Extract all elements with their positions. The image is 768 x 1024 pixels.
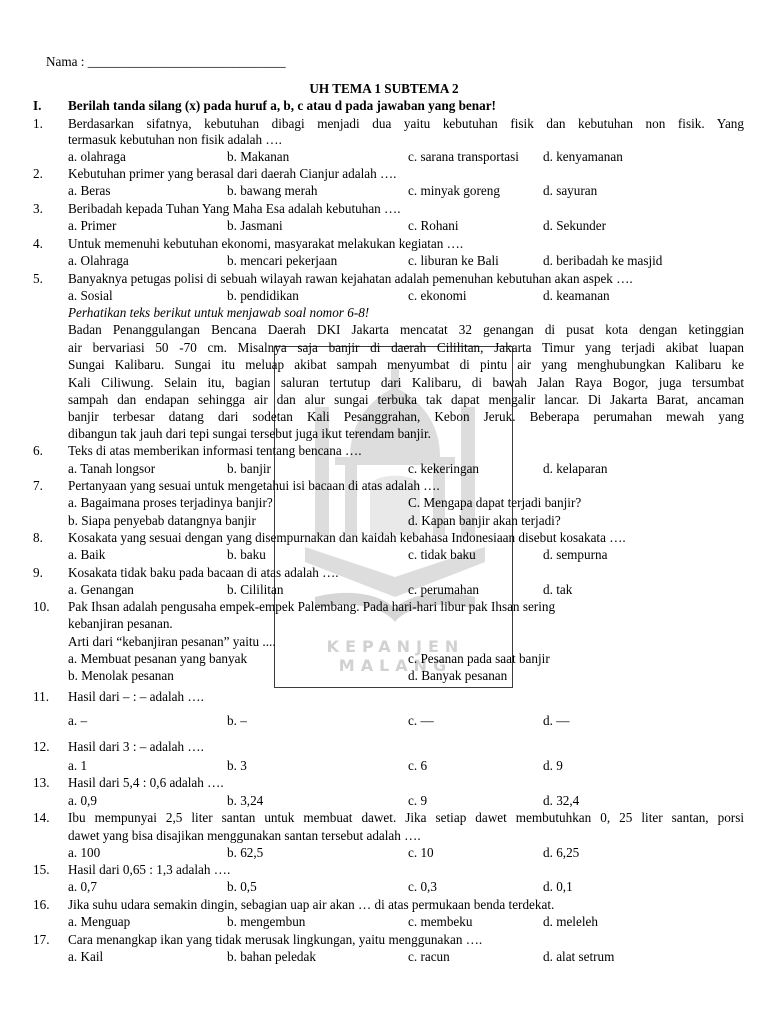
option-d[interactable]: d. 6,25 [543, 845, 580, 860]
option-c[interactable]: c. — [408, 713, 434, 728]
question-text: Kebutuhan primer yang berasal dari daerah Cianjur adalah …. [68, 166, 397, 181]
question-number: 5. [33, 271, 43, 286]
passage-line: air bervariasi 50 -70 cm. Misalnya saja banjir di daerah Cililitan, Jakarta Timur yang terjadi akibat luapan [68, 340, 744, 355]
option-a[interactable]: a. Menguap [68, 914, 131, 929]
option-a[interactable]: a. Genangan [68, 582, 134, 597]
option-b[interactable]: b. – [227, 713, 247, 728]
question-text: Banyaknya petugas polisi di sebuah wilayah rawan kejahatan adalah pemenuhan kebutuhan akan aspek …. [68, 271, 633, 286]
option-c[interactable]: c. tidak baku [408, 547, 476, 562]
question-text-continued: Arti dari “kebanjiran pesanan” yaitu .... [68, 634, 276, 649]
watermark-text: KEPANJEN MALANG [326, 637, 465, 675]
option-b[interactable]: b. Siapa penyebab datangnya banjir [68, 513, 256, 528]
question-text-continued: dawet yang bisa disajikan menggunakan santan tersebut adalah …. [68, 828, 421, 843]
option-c[interactable]: c. 6 [408, 758, 428, 773]
option-a[interactable]: a. Tanah longsor [68, 461, 156, 476]
passage-line: Badan Penanggulangan Bencana Daerah DKI Jakarta mencatat 32 genangan di pusat kota dengan ketinggian [68, 322, 744, 337]
option-c[interactable]: c. 10 [408, 845, 434, 860]
question-text: Hasil dari 5,4 : 0,6 adalah …. [68, 775, 224, 790]
option-c[interactable]: c. 9 [408, 793, 428, 808]
option-a[interactable]: a. 1 [68, 758, 88, 773]
option-b[interactable]: b. Cililitan [227, 582, 284, 597]
passage-line: banjir terbesar datang dari sodetan Kali Pesanggrahan, Kebon Jeruk. Beberapa perumahan mewah yang [68, 409, 744, 424]
question-number: 16. [33, 897, 50, 912]
name-field [46, 54, 286, 70]
question-number: 14. [33, 810, 50, 825]
question-text: Kosakata yang sesuai dengan yang disempurnakan dan kaidah kebahasa Indonesiaan disebut kosakata …. [68, 530, 626, 545]
option-d[interactable]: d. 32,4 [543, 793, 580, 808]
option-a[interactable]: a. 0,9 [68, 793, 97, 808]
option-b[interactable]: b. 62,5 [227, 845, 264, 860]
option-d[interactable]: d. alat setrum [543, 949, 615, 964]
question-text: Hasil dari 3 : – adalah …. [68, 739, 204, 754]
option-a[interactable]: a. Kail [68, 949, 104, 964]
question-text: Cara menangkap ikan yang tidak merusak lingkungan, yaitu menggunakan …. [68, 932, 483, 947]
option-d[interactable]: d. Kapan banjir akan terjadi? [408, 513, 561, 528]
option-b[interactable]: b. pendidikan [227, 288, 299, 303]
option-c[interactable]: c. sarana transportasi [408, 149, 519, 164]
question-text: Untuk memenuhi kebutuhan ekonomi, masyarakat melakukan kegiatan …. [68, 236, 464, 251]
option-c[interactable]: c. Rohani [408, 218, 459, 233]
question-number: 11. [33, 689, 49, 704]
question-text: Hasil dari 0,65 : 1,3 adalah …. [68, 862, 231, 877]
option-a[interactable]: a. 100 [68, 845, 101, 860]
passage-instruction: Perhatikan teks berikut untuk menjawab soal nomor 6-8! [68, 305, 370, 320]
option-a[interactable]: a. Sosial [68, 288, 113, 303]
option-d[interactable]: d. beribadah ke masjid [543, 253, 663, 268]
question-number: 13. [33, 775, 50, 790]
section-number: I. [33, 98, 42, 113]
question-text-continued: termasuk kebutuhan non fisik adalah …. [68, 132, 282, 147]
question-number: 2. [33, 166, 43, 181]
option-c[interactable]: c. Pesanan pada saat banjir [408, 651, 550, 666]
option-d[interactable]: d. tak [543, 582, 573, 597]
option-b[interactable]: b. baku [227, 547, 266, 562]
option-b[interactable]: b. Makanan [227, 149, 290, 164]
option-b[interactable]: b. mengembun [227, 914, 306, 929]
question-text: Berdasarkan sifatnya, kebutuhan dibagi menjadi dua yaitu kebutuhan fisik dan kebutuhan non fisik. Yang [68, 116, 744, 131]
question-number: 4. [33, 236, 43, 251]
question-text: Ibu mempunyai 2,5 liter santan untuk membuat dawet. Jika setiap dawet membutuhkan 0, 25 liter santan, porsi [68, 810, 744, 825]
section-instruction: Berilah tanda silang (x) pada huruf a, b, c atau d pada jawaban yang benar! [68, 98, 496, 113]
option-b[interactable]: b. Jasmani [227, 218, 283, 233]
question-text: Pak Ihsan adalah pengusaha empek-empek Palembang. Pada hari-hari libur pak Ihsan sering [68, 599, 556, 614]
question-number: 8. [33, 530, 43, 545]
option-c[interactable]: c. minyak goreng [408, 183, 500, 198]
question-number: 7. [33, 478, 43, 493]
option-c[interactable]: C. Mengapa dapat terjadi banjir? [408, 495, 582, 510]
option-d[interactable]: d. keamanan [543, 288, 610, 303]
option-a[interactable]: a. Olahraga [68, 253, 129, 268]
option-d[interactable]: d. sayuran [543, 183, 598, 198]
option-b[interactable]: b. bawang merah [227, 183, 318, 198]
option-a[interactable]: a. olahraga [68, 149, 126, 164]
option-c[interactable]: c. kekeringan [408, 461, 480, 476]
option-a[interactable]: a. Primer [68, 218, 117, 233]
option-d[interactable]: d. kenyamanan [543, 149, 623, 164]
question-number: 9. [33, 565, 43, 580]
question-text: Pertanyaan yang sesuai untuk mengetahui isi bacaan di atas adalah …. [68, 478, 440, 493]
option-d[interactable]: d. — [543, 713, 570, 728]
question-number: 1. [33, 116, 43, 131]
question-text: Hasil dari – : – adalah …. [68, 689, 204, 704]
option-b[interactable]: b. banjir [227, 461, 271, 476]
option-d[interactable]: d. Banyak pesanan [408, 668, 508, 683]
option-a[interactable]: a. Bagaimana proses terjadinya banjir? [68, 495, 273, 510]
option-b[interactable]: b. bahan peledak [227, 949, 316, 964]
question-text: Jika suhu udara semakin dingin, sebagian uap air akan … di atas permukaan benda terdekat. [68, 897, 555, 912]
option-c[interactable]: c. ekonomi [408, 288, 467, 303]
question-number: 6. [33, 443, 43, 458]
question-number: 15. [33, 862, 50, 877]
option-a[interactable]: a. 0,7 [68, 879, 97, 894]
passage-line: sampah dan endapan sehingga air dan alur sungai terbuka tak dapat mengalir lancar. Di Jakarta Barat, ancaman [68, 392, 744, 407]
option-b[interactable]: b. 3 [227, 758, 247, 773]
question-text: Kosakata tidak baku pada bacaan di atas adalah …. [68, 565, 339, 580]
option-b[interactable]: b. 0,5 [227, 879, 257, 894]
option-c[interactable]: c. perumahan [408, 582, 480, 597]
option-d[interactable]: d. kelaparan [543, 461, 608, 476]
question-number: 17. [33, 932, 50, 947]
option-a[interactable]: a. – [68, 713, 88, 728]
page-title: UH TEMA 1 SUBTEMA 2 [309, 81, 459, 96]
question-number: 10. [33, 599, 50, 614]
option-a[interactable]: a. Baik [68, 547, 106, 562]
question-text: Teks di atas memberikan informasi tentang bencana …. [68, 443, 362, 458]
option-d[interactable]: d. meleleh [543, 914, 598, 929]
passage-line-last: dibangun tak jauh dari tepi sungai tersebut juga ikut terendam banjir. [68, 426, 431, 441]
question-text: Beribadah kepada Tuhan Yang Maha Esa adalah kebutuhan …. [68, 201, 401, 216]
option-d[interactable]: d. 9 [543, 758, 563, 773]
option-a[interactable]: a. Membuat pesanan yang banyak [68, 651, 248, 666]
question-number: 12. [33, 739, 50, 754]
option-c[interactable]: c. membeku [408, 914, 473, 929]
option-d[interactable]: d. sempurna [543, 547, 608, 562]
option-b[interactable]: b. 3,24 [227, 793, 264, 808]
option-d[interactable]: d. Sekunder [543, 218, 606, 233]
option-c[interactable]: c. racun [408, 949, 450, 964]
question-text-continued: kebanjiran pesanan. [68, 616, 173, 631]
name-label: Nama : [46, 54, 88, 69]
option-b[interactable]: b. mencari pekerjaan [227, 253, 338, 268]
name-blank-line[interactable]: ______________________________ [87, 54, 286, 69]
option-b[interactable]: b. Menolak pesanan [68, 668, 174, 683]
question-number: 3. [33, 201, 43, 216]
passage-line: Sungai Kalibaru. Sungai itu meluap akibat sampah menyumbat di pintu air yang menghubungkan Kalibaru ke [68, 357, 744, 372]
option-d[interactable]: d. 0,1 [543, 879, 573, 894]
option-a[interactable]: a. Beras [68, 183, 111, 198]
option-c[interactable]: c. liburan ke Bali [408, 253, 499, 268]
passage-line: Kali Ciliwung. Selain itu, bagian saluran tertutup dari Kalibaru, di bawah Jalan Raya Bogor, juga tersumbat [68, 375, 744, 390]
option-c[interactable]: c. 0,3 [408, 879, 437, 894]
